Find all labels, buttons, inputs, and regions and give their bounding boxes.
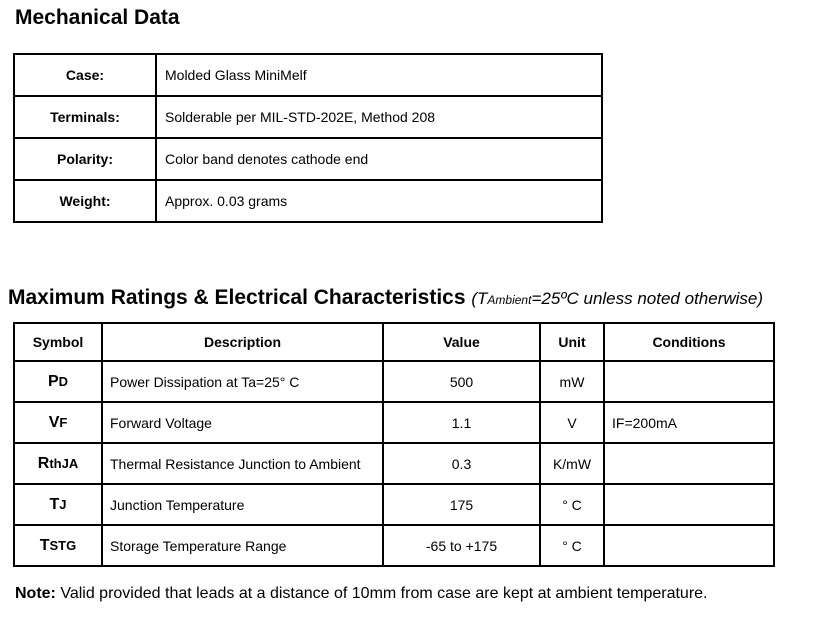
symbol-sub: thJA (49, 455, 79, 471)
value-cell: 500 (383, 361, 540, 402)
description-cell: Thermal Resistance Junction to Ambient (102, 443, 383, 484)
ratings-table (13, 322, 775, 567)
symbol-main: R (37, 454, 50, 472)
symbol-sub: D (58, 373, 69, 389)
cond-rest: F=200mA (615, 414, 677, 431)
mechanical-data-title: Mechanical Data (15, 6, 180, 29)
subtitle-sub: Ambient (487, 293, 532, 307)
unit-cell: V (540, 402, 604, 443)
ratings-title-text: Maximum Ratings & Electrical Characteristics (8, 286, 466, 309)
symbol-cell (14, 484, 102, 525)
cond-main: I (612, 414, 616, 431)
table-row (14, 138, 602, 180)
mechanical-data-table (13, 53, 603, 223)
unit-cell: ° C (540, 525, 604, 566)
symbol-cell (14, 361, 102, 402)
subtitle-post: =25ºC unless noted otherwise) (531, 289, 764, 308)
weight-value: Approx. 0.03 grams (156, 180, 602, 222)
value-cell: 175 (383, 484, 540, 525)
ratings-subtitle (471, 289, 763, 308)
header-symbol: Symbol (14, 323, 102, 361)
conditions-cell (604, 443, 774, 484)
symbol-cell (14, 402, 102, 443)
polarity-value: Color band denotes cathode end (156, 138, 602, 180)
case-label: Case: (14, 54, 156, 96)
note-text: Valid provided that leads at a distance of 10mm from case are kept at ambient temperature. (55, 585, 708, 602)
ratings-title (8, 286, 763, 310)
symbol-cell (14, 525, 102, 566)
value-cell: 0.3 (383, 443, 540, 484)
symbol-main: T (49, 495, 60, 513)
description-cell: Junction Temperature (102, 484, 383, 525)
unit-cell: mW (540, 361, 604, 402)
symbol-main: P (47, 372, 59, 390)
symbol-main: V (48, 413, 60, 431)
case-value: Molded Glass MiniMelf (156, 54, 602, 96)
conditions-cell (604, 402, 774, 443)
header-conditions: Conditions (604, 323, 774, 361)
unit-cell: ° C (540, 484, 604, 525)
polarity-label: Polarity: (14, 138, 156, 180)
unit-cell: K/mW (540, 443, 604, 484)
header-value: Value (383, 323, 540, 361)
conditions-cell (604, 361, 774, 402)
table-row (14, 361, 774, 402)
header-description: Description (102, 323, 383, 361)
subtitle-pre: (T (471, 289, 488, 308)
description-cell: Power Dissipation at Ta=25° C (102, 361, 383, 402)
conditions-cell (604, 525, 774, 566)
table-row (14, 54, 602, 96)
table-row (14, 525, 774, 566)
conditions-cell (604, 484, 774, 525)
table-row (14, 180, 602, 222)
value-cell: 1.1 (383, 402, 540, 443)
description-cell: Forward Voltage (102, 402, 383, 443)
symbol-main: T (39, 536, 50, 554)
symbol-sub: STG (49, 537, 77, 553)
table-row (14, 402, 774, 443)
value-cell: -65 to +175 (383, 525, 540, 566)
description-cell: Storage Temperature Range (102, 525, 383, 566)
symbol-sub: F (59, 414, 68, 430)
terminals-value: Solderable per MIL-STD-202E, Method 208 (156, 96, 602, 138)
table-row (14, 96, 602, 138)
terminals-label: Terminals: (14, 96, 156, 138)
symbol-sub: J (59, 496, 67, 512)
header-unit: Unit (540, 323, 604, 361)
note-label: Note: (15, 585, 56, 602)
footnote (15, 585, 708, 603)
table-header-row (14, 323, 774, 361)
table-row (14, 484, 774, 525)
weight-label: Weight: (14, 180, 156, 222)
symbol-cell (14, 443, 102, 484)
table-row (14, 443, 774, 484)
